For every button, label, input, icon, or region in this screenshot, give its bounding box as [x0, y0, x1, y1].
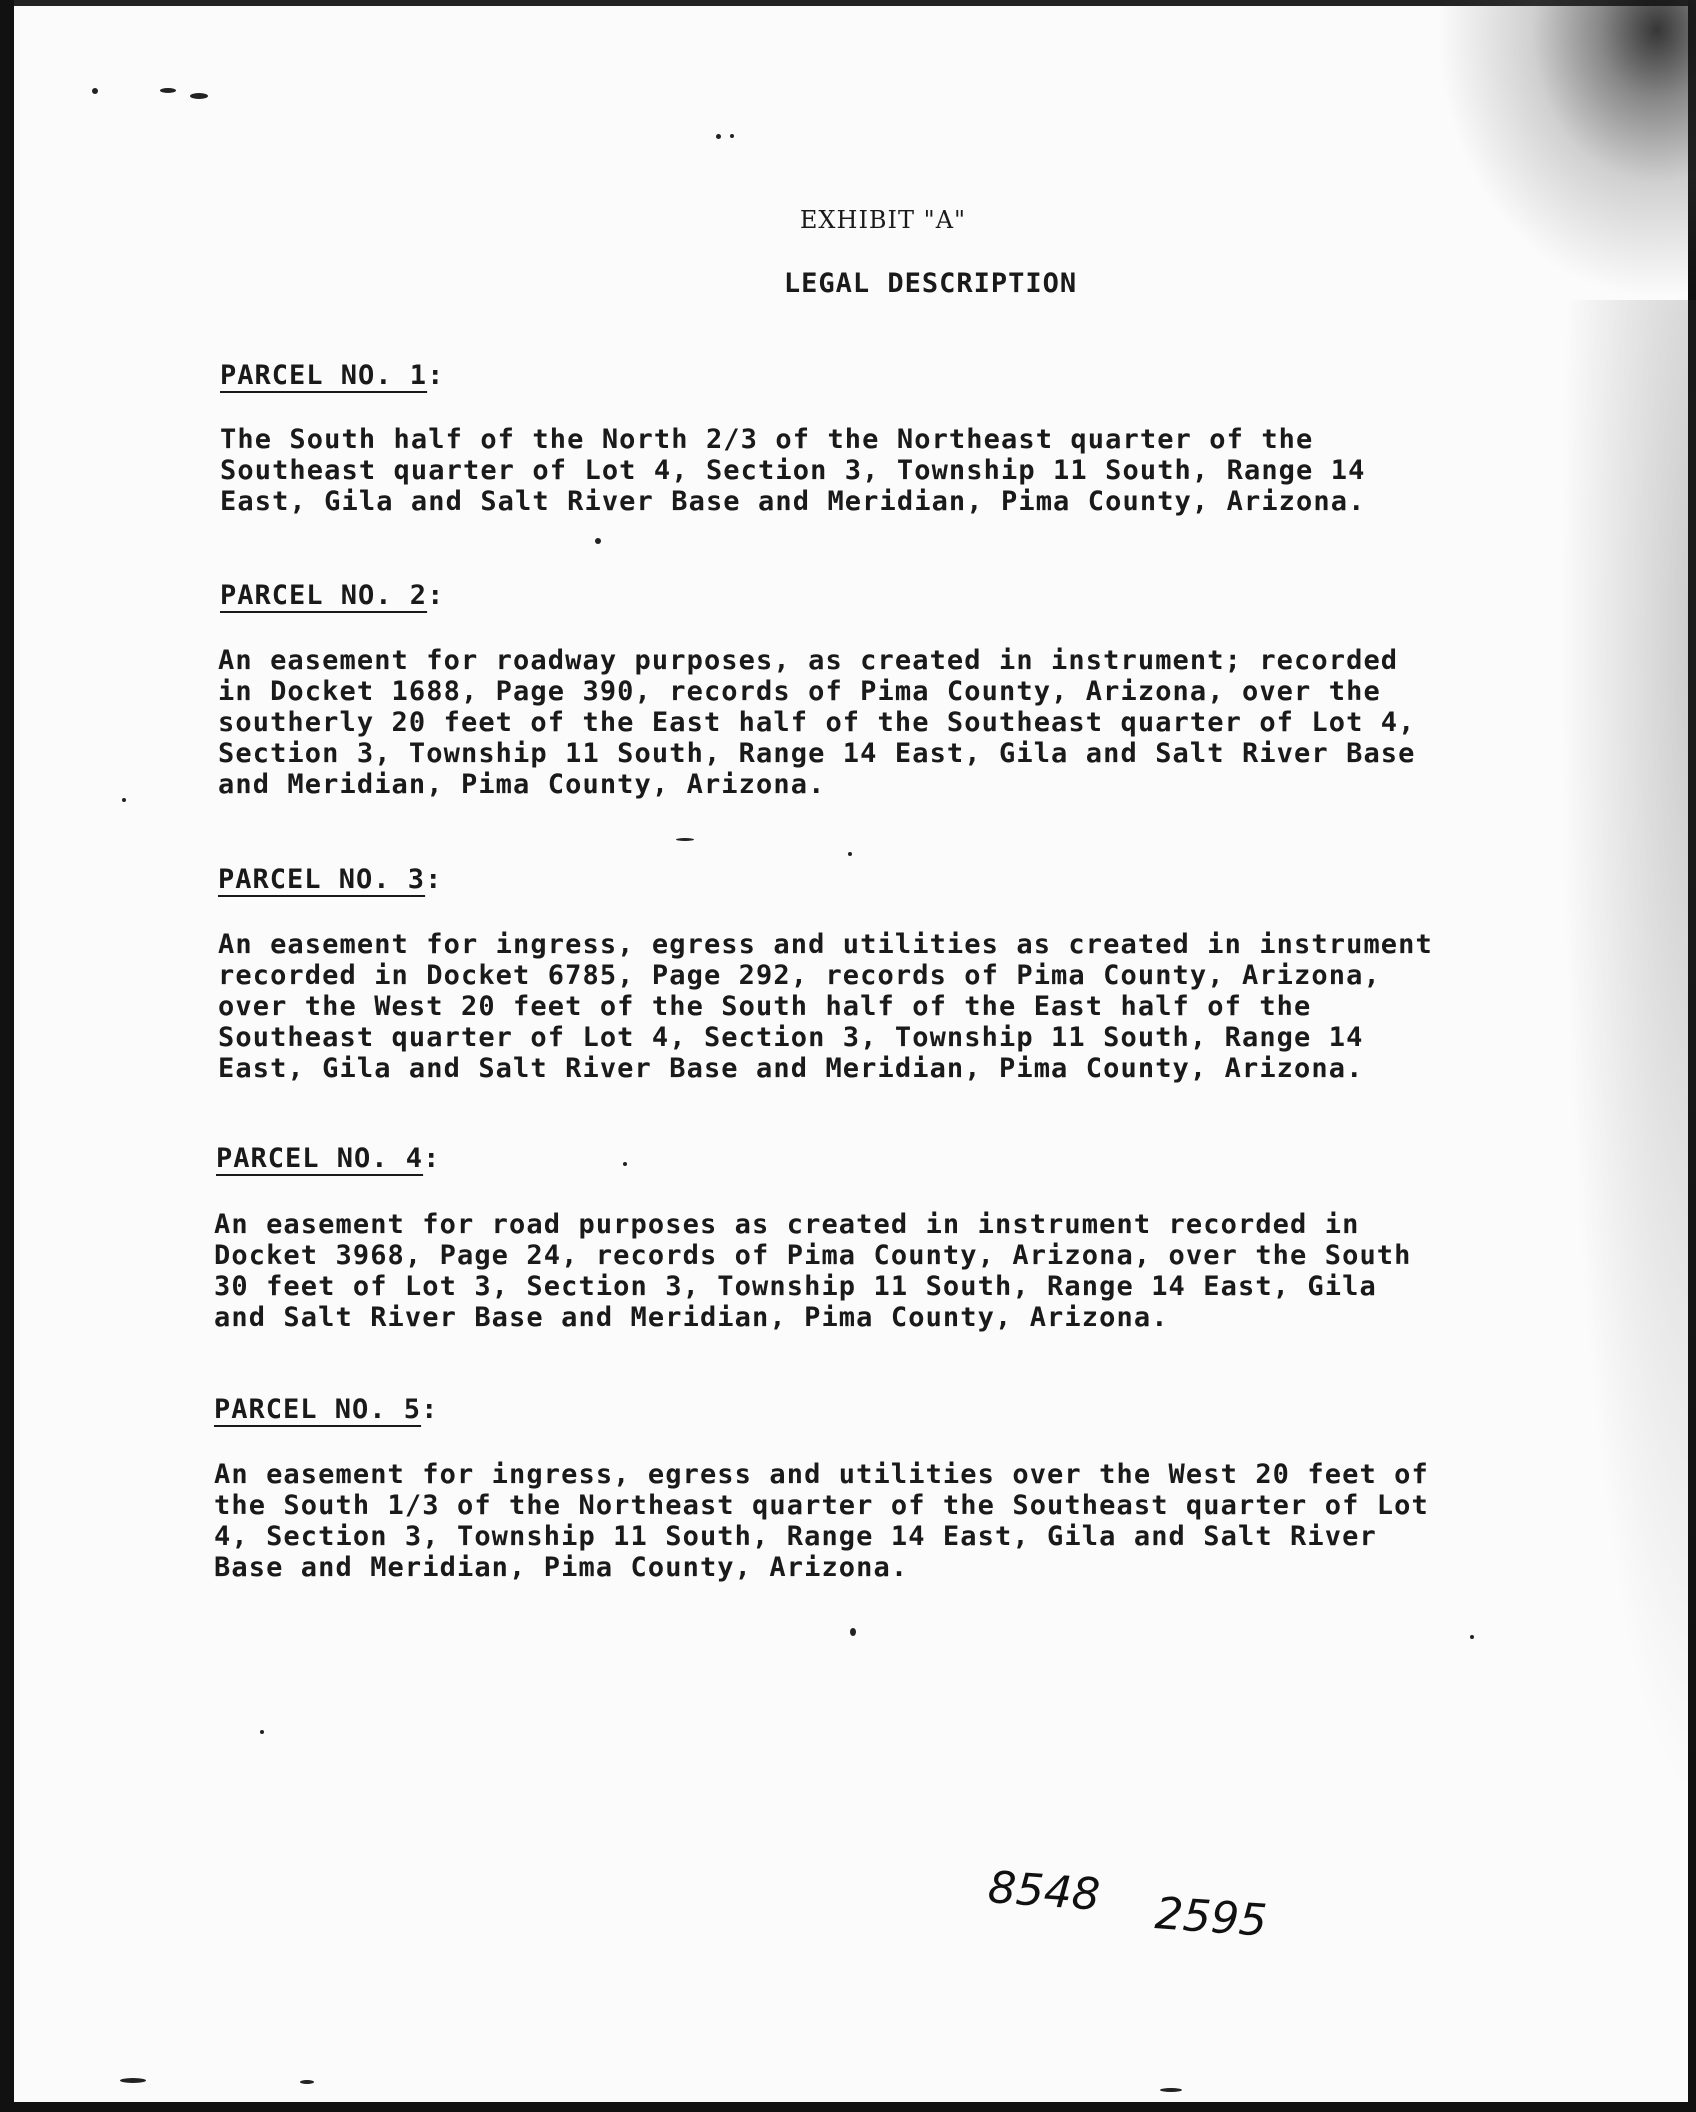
scan-speck [92, 88, 98, 94]
parcel-heading-label: PARCEL NO. 1 [220, 360, 428, 391]
parcel-heading-label: PARCEL NO. 5 [214, 1394, 422, 1425]
parcel-heading-label: PARCEL NO. 2 [220, 580, 428, 611]
parcel-2-text: An easement for roadway purposes, as created in instrument; recorded in Docket 1688, Page 390, records of Pima County, Arizona, over the southerly 20 feet of the East half of the Southeast quarter of Lot 4, Section 3, Township 11 South, Range 14 East, Gila and Salt River Base and Meridian, Pima County, Arizona. [218, 645, 1416, 800]
scan-speck [676, 838, 694, 841]
exhibit-title-text: EXHIBIT "A" [799, 206, 967, 234]
scan-border-bottom [0, 2102, 1696, 2112]
scan-speck [595, 538, 601, 544]
scan-speck [122, 798, 126, 802]
scan-speck [260, 1730, 264, 1734]
parcel-3-heading: PARCEL NO. 3: [218, 864, 443, 895]
parcel-5-text: An easement for ingress, egress and utilities over the West 20 feet of the South 1/3 of the Northeast quarter of the Southeast quarter of Lot 4, Section 3, Township 11 South, Range 14 East, Gila and Salt River Base and Meridian, Pima County, Arizona. [214, 1459, 1429, 1583]
parcel-heading-label: PARCEL NO. 3 [218, 864, 426, 895]
scan-speck [160, 88, 176, 93]
parcel-4-text: An easement for road purposes as created in instrument recorded in Docket 3968, Page 24, records of Pima County, Arizona, over the South 30 feet of Lot 3, Section 3, Township 11 South, Range 14 East, Gila and Salt River Base and Meridian, Pima County, Arizona. [214, 1209, 1412, 1333]
scan-shadow [1536, 300, 1696, 2000]
parcel-1-heading: PARCEL NO. 1: [220, 360, 445, 391]
scan-speck [120, 2078, 146, 2083]
parcel-4-heading: PARCEL NO. 4: [216, 1143, 441, 1174]
scan-speck [848, 852, 852, 856]
parcel-heading-label: PARCEL NO. 4 [216, 1143, 424, 1174]
scan-speck [1470, 1635, 1474, 1639]
parcel-2-heading: PARCEL NO. 2: [220, 580, 445, 611]
parcel-5-heading: PARCEL NO. 5: [214, 1394, 439, 1425]
parcel-3-text: An easement for ingress, egress and utilities as created in instrument recorded in Docket 6785, Page 292, records of Pima County, Arizona, over the West 20 feet of the South half of the East half of the Southeast quarter of Lot 4, Section 3, Township 11 South, Range 14 East, Gila and Salt River Base and Meridian, Pima County, Arizona. [218, 929, 1433, 1084]
parcel-1-text: The South half of the North 2/3 of the Northeast quarter of the Southeast quarter of Lot 4, Section 3, Township 11 South, Range 14 East, Gila and Salt River Base and Meridian, Pima County, Arizona. [220, 424, 1366, 517]
scan-speck [300, 2080, 314, 2084]
scan-speck [623, 1162, 627, 1166]
scan-speck [730, 134, 734, 138]
document-title [0, 268, 1696, 299]
scan-speck [190, 93, 208, 99]
scan-speck [1160, 2088, 1182, 2092]
scan-speck [716, 134, 721, 139]
document-title-text: LEGAL DESCRIPTION [783, 268, 1078, 299]
scan-border-left [0, 0, 14, 2112]
scan-smudge [1436, 0, 1696, 300]
exhibit-title [0, 206, 1696, 234]
recording-number-right: 2595 [1153, 1888, 1269, 1947]
scan-speck [850, 1628, 856, 1636]
recording-number-left: 8548 [986, 1862, 1102, 1921]
